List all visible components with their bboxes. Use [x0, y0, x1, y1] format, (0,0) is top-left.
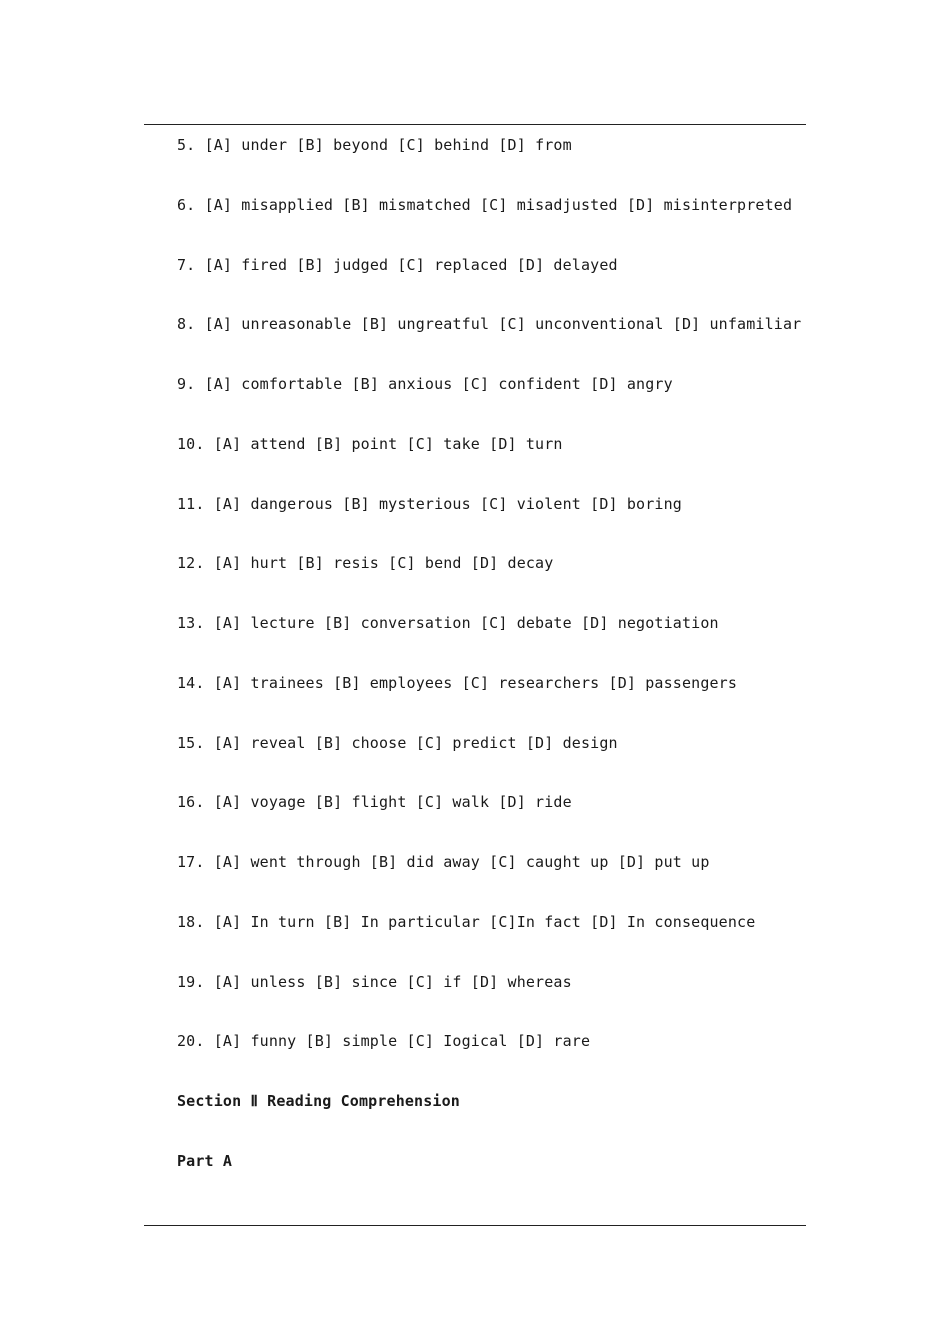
- question-options: [A] unreasonable [B] ungreatful [C] unconventional [D] unfamiliar: [204, 315, 802, 334]
- question-options: [A] unless [B] since [C] if [D] whereas: [213, 972, 572, 991]
- question-number: 19.: [177, 972, 205, 991]
- question-item: [177, 313, 802, 373]
- question-item: [177, 732, 797, 792]
- question-item: [177, 373, 797, 433]
- question-number: 9.: [177, 375, 196, 393]
- question-number: 7.: [177, 255, 196, 274]
- question-number: 20.: [177, 1032, 205, 1051]
- question-options: [A] attend [B] point [C] take [D] turn: [213, 434, 563, 453]
- header-rule: [144, 124, 806, 125]
- part-heading: Part A: [177, 1151, 233, 1170]
- question-options: [A] reveal [B] choose [C] predict [D] design: [213, 733, 618, 752]
- question-item: [177, 851, 797, 911]
- question-item: [177, 612, 797, 672]
- question-item: [177, 433, 797, 493]
- section-heading: Section Ⅱ Reading Comprehension: [177, 1092, 460, 1110]
- question-options: [A] under [B] beyond [C] behind [D] from: [204, 136, 572, 154]
- question-item: [177, 672, 797, 732]
- question-options: [A] funny [B] simple [C] Iogical [D] rare: [213, 1032, 591, 1051]
- question-item: [177, 254, 797, 314]
- question-options: [A] fired [B] judged [C] replaced [D] delayed: [204, 255, 618, 274]
- question-options: [A] hurt [B] resis [C] bend [D] decay: [213, 554, 554, 573]
- question-number: 17.: [177, 853, 205, 871]
- question-options: [A] misapplied [B] mismatched [C] misadjusted [D] misinterpreted: [204, 195, 793, 214]
- question-number: 18.: [177, 912, 205, 931]
- question-number: 14.: [177, 673, 205, 692]
- question-options: [A] lecture [B] conversation [C] debate [D] negotiation: [213, 614, 719, 632]
- question-options: [A] In turn [B] In particular [C]In fact [D] In consequence: [213, 912, 756, 931]
- question-options: [A] went through [B] did away [C] caught up [D] put up: [213, 853, 710, 871]
- question-number: 12.: [177, 554, 205, 573]
- question-options: [A] comfortable [B] anxious [C] confident [D] angry: [204, 375, 673, 393]
- question-number: 11.: [177, 494, 205, 513]
- question-number: 15.: [177, 733, 205, 752]
- question-number: 16.: [177, 793, 205, 812]
- question-number: 6.: [177, 195, 196, 214]
- question-number: 10.: [177, 434, 205, 453]
- page-body: [177, 134, 802, 1210]
- question-options: [A] trainees [B] employees [C] researchers [D] passengers: [213, 673, 738, 692]
- question-item: [177, 194, 797, 254]
- question-item: [177, 1030, 797, 1090]
- footer-rule: [144, 1225, 806, 1226]
- question-item: [177, 791, 797, 851]
- question-item: [177, 493, 797, 553]
- question-item: [177, 552, 797, 612]
- question-options: [A] voyage [B] flight [C] walk [D] ride: [213, 793, 572, 812]
- question-options: [A] dangerous [B] mysterious [C] violent [D] boring: [213, 494, 682, 513]
- question-number: 5.: [177, 136, 196, 154]
- question-item: [177, 971, 797, 1031]
- question-number: 8.: [177, 315, 196, 334]
- question-item: [177, 134, 797, 194]
- question-number: 13.: [177, 614, 205, 632]
- question-item: [177, 911, 797, 971]
